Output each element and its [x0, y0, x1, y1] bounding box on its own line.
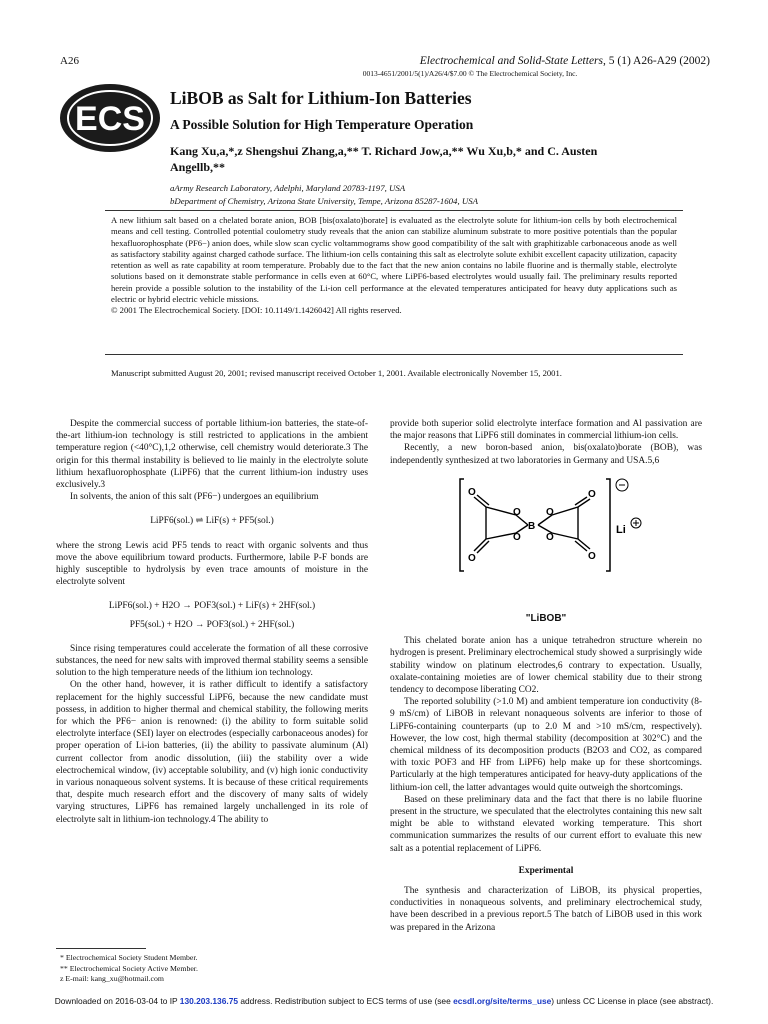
page-number: A26 — [60, 55, 79, 67]
author-line: Angellb,** — [170, 160, 226, 174]
atom-label: O — [588, 488, 596, 500]
footnote: ** Electrochemical Society Active Member. — [60, 963, 198, 973]
atom-label: O — [468, 552, 476, 564]
affiliation-a: aArmy Research Laboratory, Adelphi, Maryland 20783-1197, USA — [170, 183, 406, 193]
body-paragraph: Based on these preliminary data and the fact that there is no labile fluorine present in the structure, we speculated that the electrolytes containing this new salt might be able to withstand elevated working temperature. This short communication summarizes the results of our current effort to evaluate this new salt as a potential replacement of LiPF6. — [390, 794, 702, 854]
footnote: * Electrochemical Society Student Member. — [60, 953, 198, 962]
body-paragraph: The synthesis and characterization of LiBOB, its physical properties, conductivities in nonaqueous solvents, and preliminary electrochemical study, have been described in a previous report.5 The batch of LiBOB used in this work was prepared in the Arizona — [390, 886, 702, 933]
body-paragraph: The reported solubility (>1.0 M) and ambient temperature ion conductivity (8-9 mS/cm) of LiBOB in relevant nonaqueous solvents are inferior to those of LiPF6-containing counterparts (up to 2.0 M and >10 mS/cm, respectively). However, the low cost, high thermal stability (decomposition at 302°C) and the chemical mildness of its decomposition products (B2O3 and CO2, as compared with toxic POF3 and HF from LiPF6) help make up for these shortcomings. Particularly at the high temperatures anticipated for heavy-duty applications of the lithium-ion cell, the latter advantages would quite outweigh the shortcomings. — [390, 697, 702, 793]
equation: LiPF6(sol.) ⇌ LiF(s) + PF5(sol.) — [150, 516, 274, 527]
body-paragraph: provide both superior solid electrolyte interface formation and Al passivation are the major reasons that LiPF6 still dominates in commercial lithium-ion cells. — [390, 419, 702, 442]
footnote-divider — [56, 948, 146, 949]
atom-label: O — [588, 550, 596, 562]
issn-line: 0013-4651/2001/5(1)/A26/4/$7.00 © The Electrochemical Society, Inc. — [362, 69, 578, 78]
journal-name: Electrochemical and Solid-State Letters — [419, 55, 603, 67]
atom-label: B — [528, 520, 536, 532]
atom-label: O — [468, 486, 476, 498]
journal-citation: , 5 (1) A26-A29 (2002) — [603, 55, 710, 67]
download-footer — [0, 996, 768, 1006]
article-subtitle: A Possible Solution for High Temperature Operation — [170, 117, 474, 132]
section-heading: Experimental — [518, 865, 574, 876]
body-paragraph: Recently, a new boron-based anion, bis(oxalato)borate (BOB), was independently synthesized at two laboratories in Germany and USA.5,6 — [390, 443, 702, 466]
author-list — [170, 143, 660, 175]
atom-label: O — [513, 531, 521, 543]
ecs-logo — [58, 82, 162, 154]
abstract-text: A new lithium salt based on a chelated borate anion, BOB [bis(oxalato)borate] is evaluated as the electrolyte solute for lithium-ion cells by both electrochemical means and cell testing. Controlled potential coulometry study reveals that the anion can stabilize aluminum substrate to more positive potentials than the popular hexafluorophosphate (PF6−) anion does, while slow scan cyclic voltammograms show good compatibility of the salt with graphitizable carbonaceous anode as well as satisfactory stability against charged cathode surface. The lithium-ion cells containing this salt as electrolyte solute exhibit excellent capacity utilization, capacity retention as well as rate capability at room temperature. Probably due to the fact that the new anion contains no labile fluorine and is thermally stable, electrolyte solutions based on it demonstrate stable performance in cells even at 60°C, where LiPF6-based electrolytes would usually fail. The preliminary results reported herein provide a possible solution to the instability of the Li-ion cell performance at the elevated temperatures anticipated for heavy duty applications such as electric or hybrid electric vehicle missions. — [111, 215, 677, 305]
footnotes — [60, 953, 360, 985]
body-paragraph: where the strong Lewis acid PF5 tends to react with organic solvents and thus move the above equilibrium toward products. Furthermore, labile P-F bonds are highly susceptible to hydrolysis by even trace amounts of moisture in the electrolyte solvent — [56, 540, 368, 588]
ip-address-link[interactable]: 130.203.136.75 — [179, 996, 239, 1006]
right-column — [390, 418, 702, 934]
equation: PF5(sol.) + H2O → POF3(sol.) + 2HF(sol.) — [129, 619, 295, 630]
atom-label: O — [546, 506, 554, 518]
body-paragraph: In solvents, the anion of this salt (PF6−) undergoes an equilibrium — [70, 492, 319, 503]
footer-text: Downloaded on 2016-03-04 to IP — [54, 996, 180, 1006]
manuscript-note: Manuscript submitted August 20, 2001; revised manuscript received October 1, 2001. Available electronically November 15, 2001. — [111, 368, 562, 378]
equation: LiPF6(sol.) + H2O → POF3(sol.) + LiF(s) + 2HF(sol.) — [108, 601, 316, 612]
abstract — [105, 210, 683, 355]
atom-label: Li — [616, 523, 626, 536]
body-paragraph: Since rising temperatures could accelerate the formation of all these corrosive substances, the need for new salts with improved thermal stability seems a sensible solution to the high temperature needs of the lithium ion technology. — [56, 643, 368, 679]
article-title: LiBOB as Salt for Lithium-Ion Batteries — [170, 88, 472, 108]
affiliations — [170, 182, 690, 208]
footer-text: ) unless CC License in place (see abstract). — [551, 996, 714, 1006]
abstract-copyright: © 2001 The Electrochemical Society. [DOI: 10.1149/1.1426042] All rights reserved. — [111, 305, 402, 316]
journal-header — [230, 55, 710, 67]
libob-structure-figure — [456, 475, 646, 603]
footer-text: address. Redistribution subject to ECS terms of use (see — [238, 996, 454, 1006]
author-line: Kang Xu,a,*,z Shengshui Zhang,a,** T. Richard Jow,a,** Wu Xu,b,* and C. Austen — [170, 144, 598, 158]
affiliation-b: bDepartment of Chemistry, Arizona State University, Tempe, Arizona 85287-1604, USA — [170, 196, 478, 206]
figure-label: "LiBOB" — [525, 613, 567, 625]
logo-text: ECS — [75, 100, 145, 138]
body-paragraph: This chelated borate anion has a unique tetrahedron structure wherein no hydrogen is present. Preliminary electrochemical study showed a surprisingly wide stability window on platinum electrodes,6 contrary to expectation. Usually, oxalate-containing moieties are of lower chemical stability due to their strong tendency to decompose liberating CO2. — [390, 636, 702, 696]
terms-of-use-link[interactable]: ecsdl.org/site/terms_use — [453, 996, 552, 1006]
body-paragraph: Despite the commercial success of portable lithium-ion batteries, the state-of-the-art lithium-ion technology is still restricted to applications in the ambient temperature region (<40°C),1,2 otherwise, cell chemistry would deteriorate.3 The origin for this thermal instability is believed to lie mainly in the electrolyte solute lithium hexafluorophosphate (LiPF6) that the current lithium-ion industry uses exclusively.3 — [56, 419, 368, 491]
atom-label: O — [513, 506, 521, 518]
body-paragraph: On the other hand, however, it is rather difficult to identify a satisfactory replacement for the highly successful LiPF6, because the new candidate must possess, in addition to higher thermal and chemical stability, the following merits for which the PF6− anion is renowned: (i) the ability to form suitable solid electrolyte interface (SEI) layer on electrodes (especially carbonaceous anodes) for proper operation of Li-ion batteries, (ii) the ability to passivate aluminum (Al) current collector from anodic dissolution, (iii) the stability over a wide electrochemical window, (iv) acceptable solubility, and (v) high ionic conductivity in various nonaqueous solvent systems. It is because of these critical requirements that, despite much research effort and the discovery of many salts of widely varying structures, LiPF6 has remained largely unchallenged in its role of electrolyte salt in lithium-ion technology.4 The ability to — [56, 680, 368, 825]
left-column — [56, 418, 368, 826]
footnote: z E-mail: kang_xu@hotmail.com — [60, 974, 164, 983]
atom-label: O — [546, 531, 554, 543]
